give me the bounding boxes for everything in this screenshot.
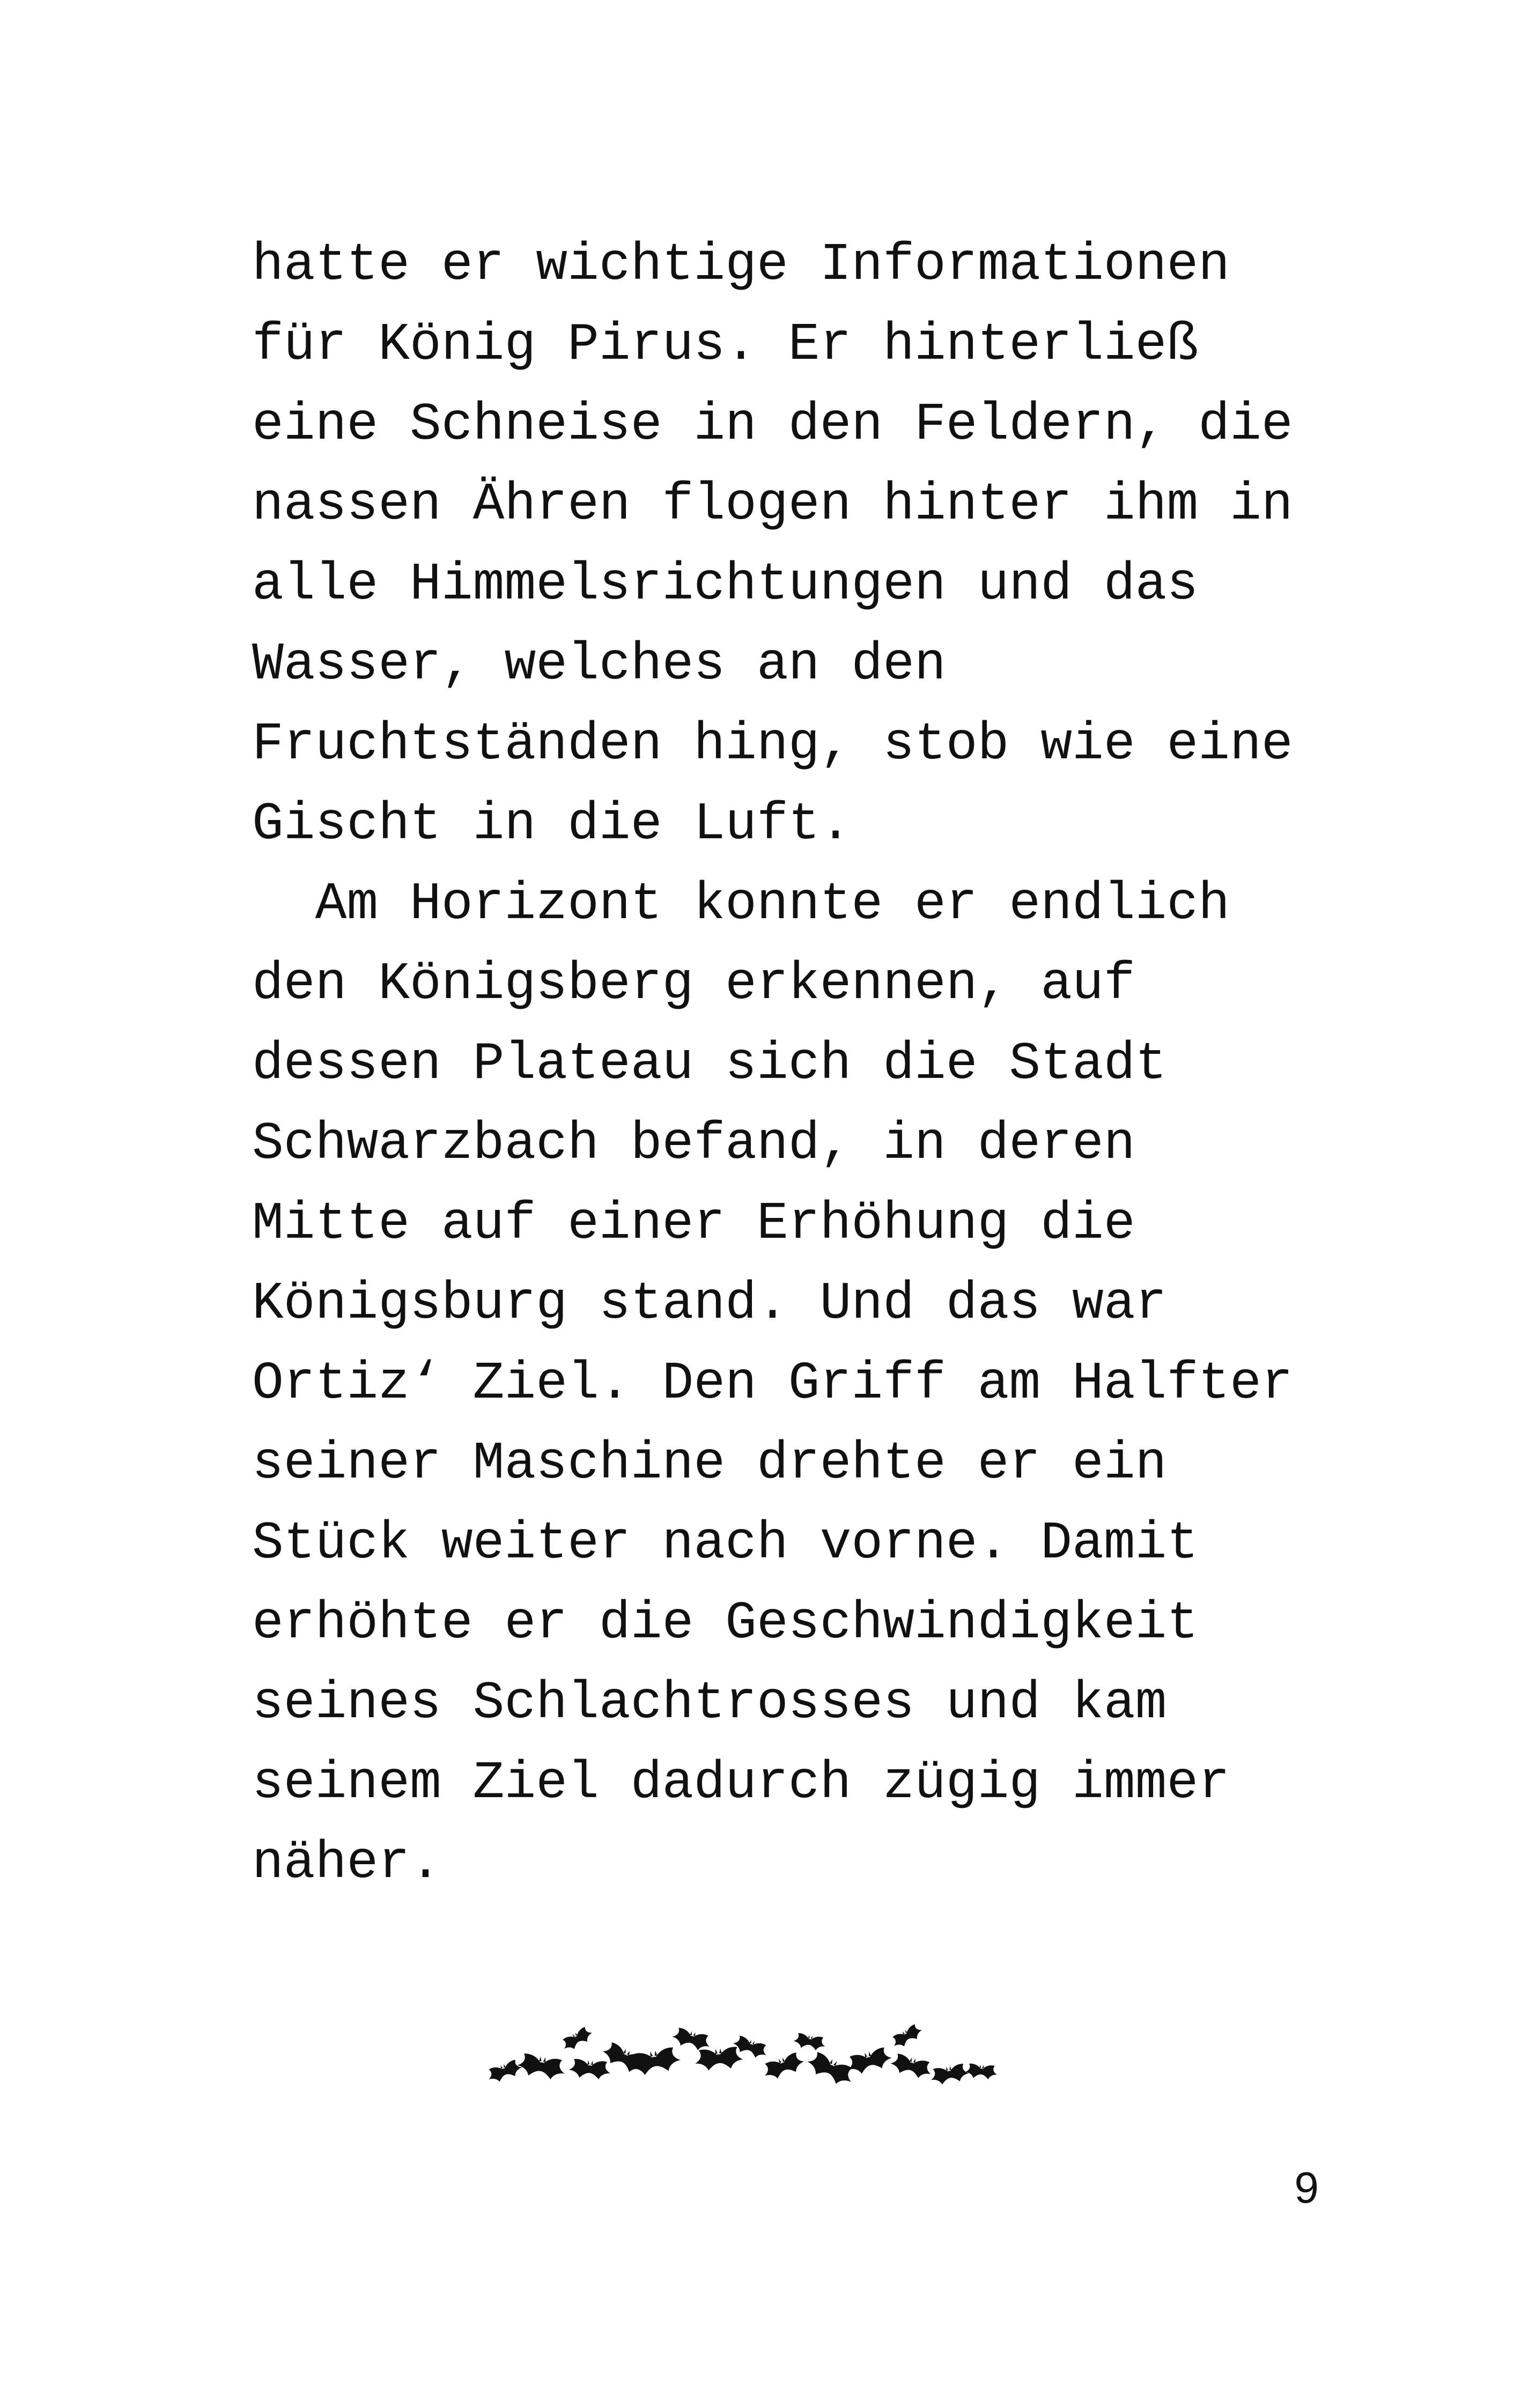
text-line: Wasser, welches an den <box>252 635 946 695</box>
text-line: Fruchtständen hing, stob wie eine <box>252 715 1293 774</box>
text-line: näher. <box>252 1834 441 1893</box>
text-line: seinem Ziel dadurch zügig immer <box>252 1754 1230 1813</box>
text-line: nassen Ähren flogen hinter ihm in <box>252 475 1293 535</box>
text-line: seines Schlachtrosses und kam <box>252 1674 1167 1733</box>
text-line: dessen Plateau sich die Stadt <box>252 1035 1167 1094</box>
text-line: Mitte auf einer Erhöhung die <box>252 1194 1135 1254</box>
text-line: Ortiz‘ Ziel. Den Griff am Halfter <box>252 1354 1293 1414</box>
text-line: eine Schneise in den Feldern, die <box>252 395 1293 455</box>
text-line: alle Himmelsrichtungen und das <box>252 555 1199 615</box>
text-line: Stück weiter nach vorne. Damit <box>252 1514 1199 1574</box>
text-line: seiner Maschine drehte er ein <box>252 1434 1167 1494</box>
text-line: erhöhte er die Geschwindigkeit <box>252 1594 1199 1653</box>
bats-divider-icon <box>483 2006 1008 2102</box>
body-text <box>252 225 1352 1903</box>
text-line: Königsburg stand. Und das war <box>252 1274 1167 1334</box>
text-line: Am Horizont konnte er endlich <box>252 875 1230 934</box>
text-line: Schwarzbach befand, in deren <box>252 1114 1135 1174</box>
text-line: Gischt in die Luft. <box>252 795 852 854</box>
text-line: den Königsberg erkennen, auf <box>252 955 1135 1014</box>
text-line: für König Pirus. Er hinterließ <box>252 315 1199 375</box>
text-line: hatte er wichtige Informationen <box>252 235 1230 295</box>
page-number: 9 <box>1294 2163 1319 2212</box>
